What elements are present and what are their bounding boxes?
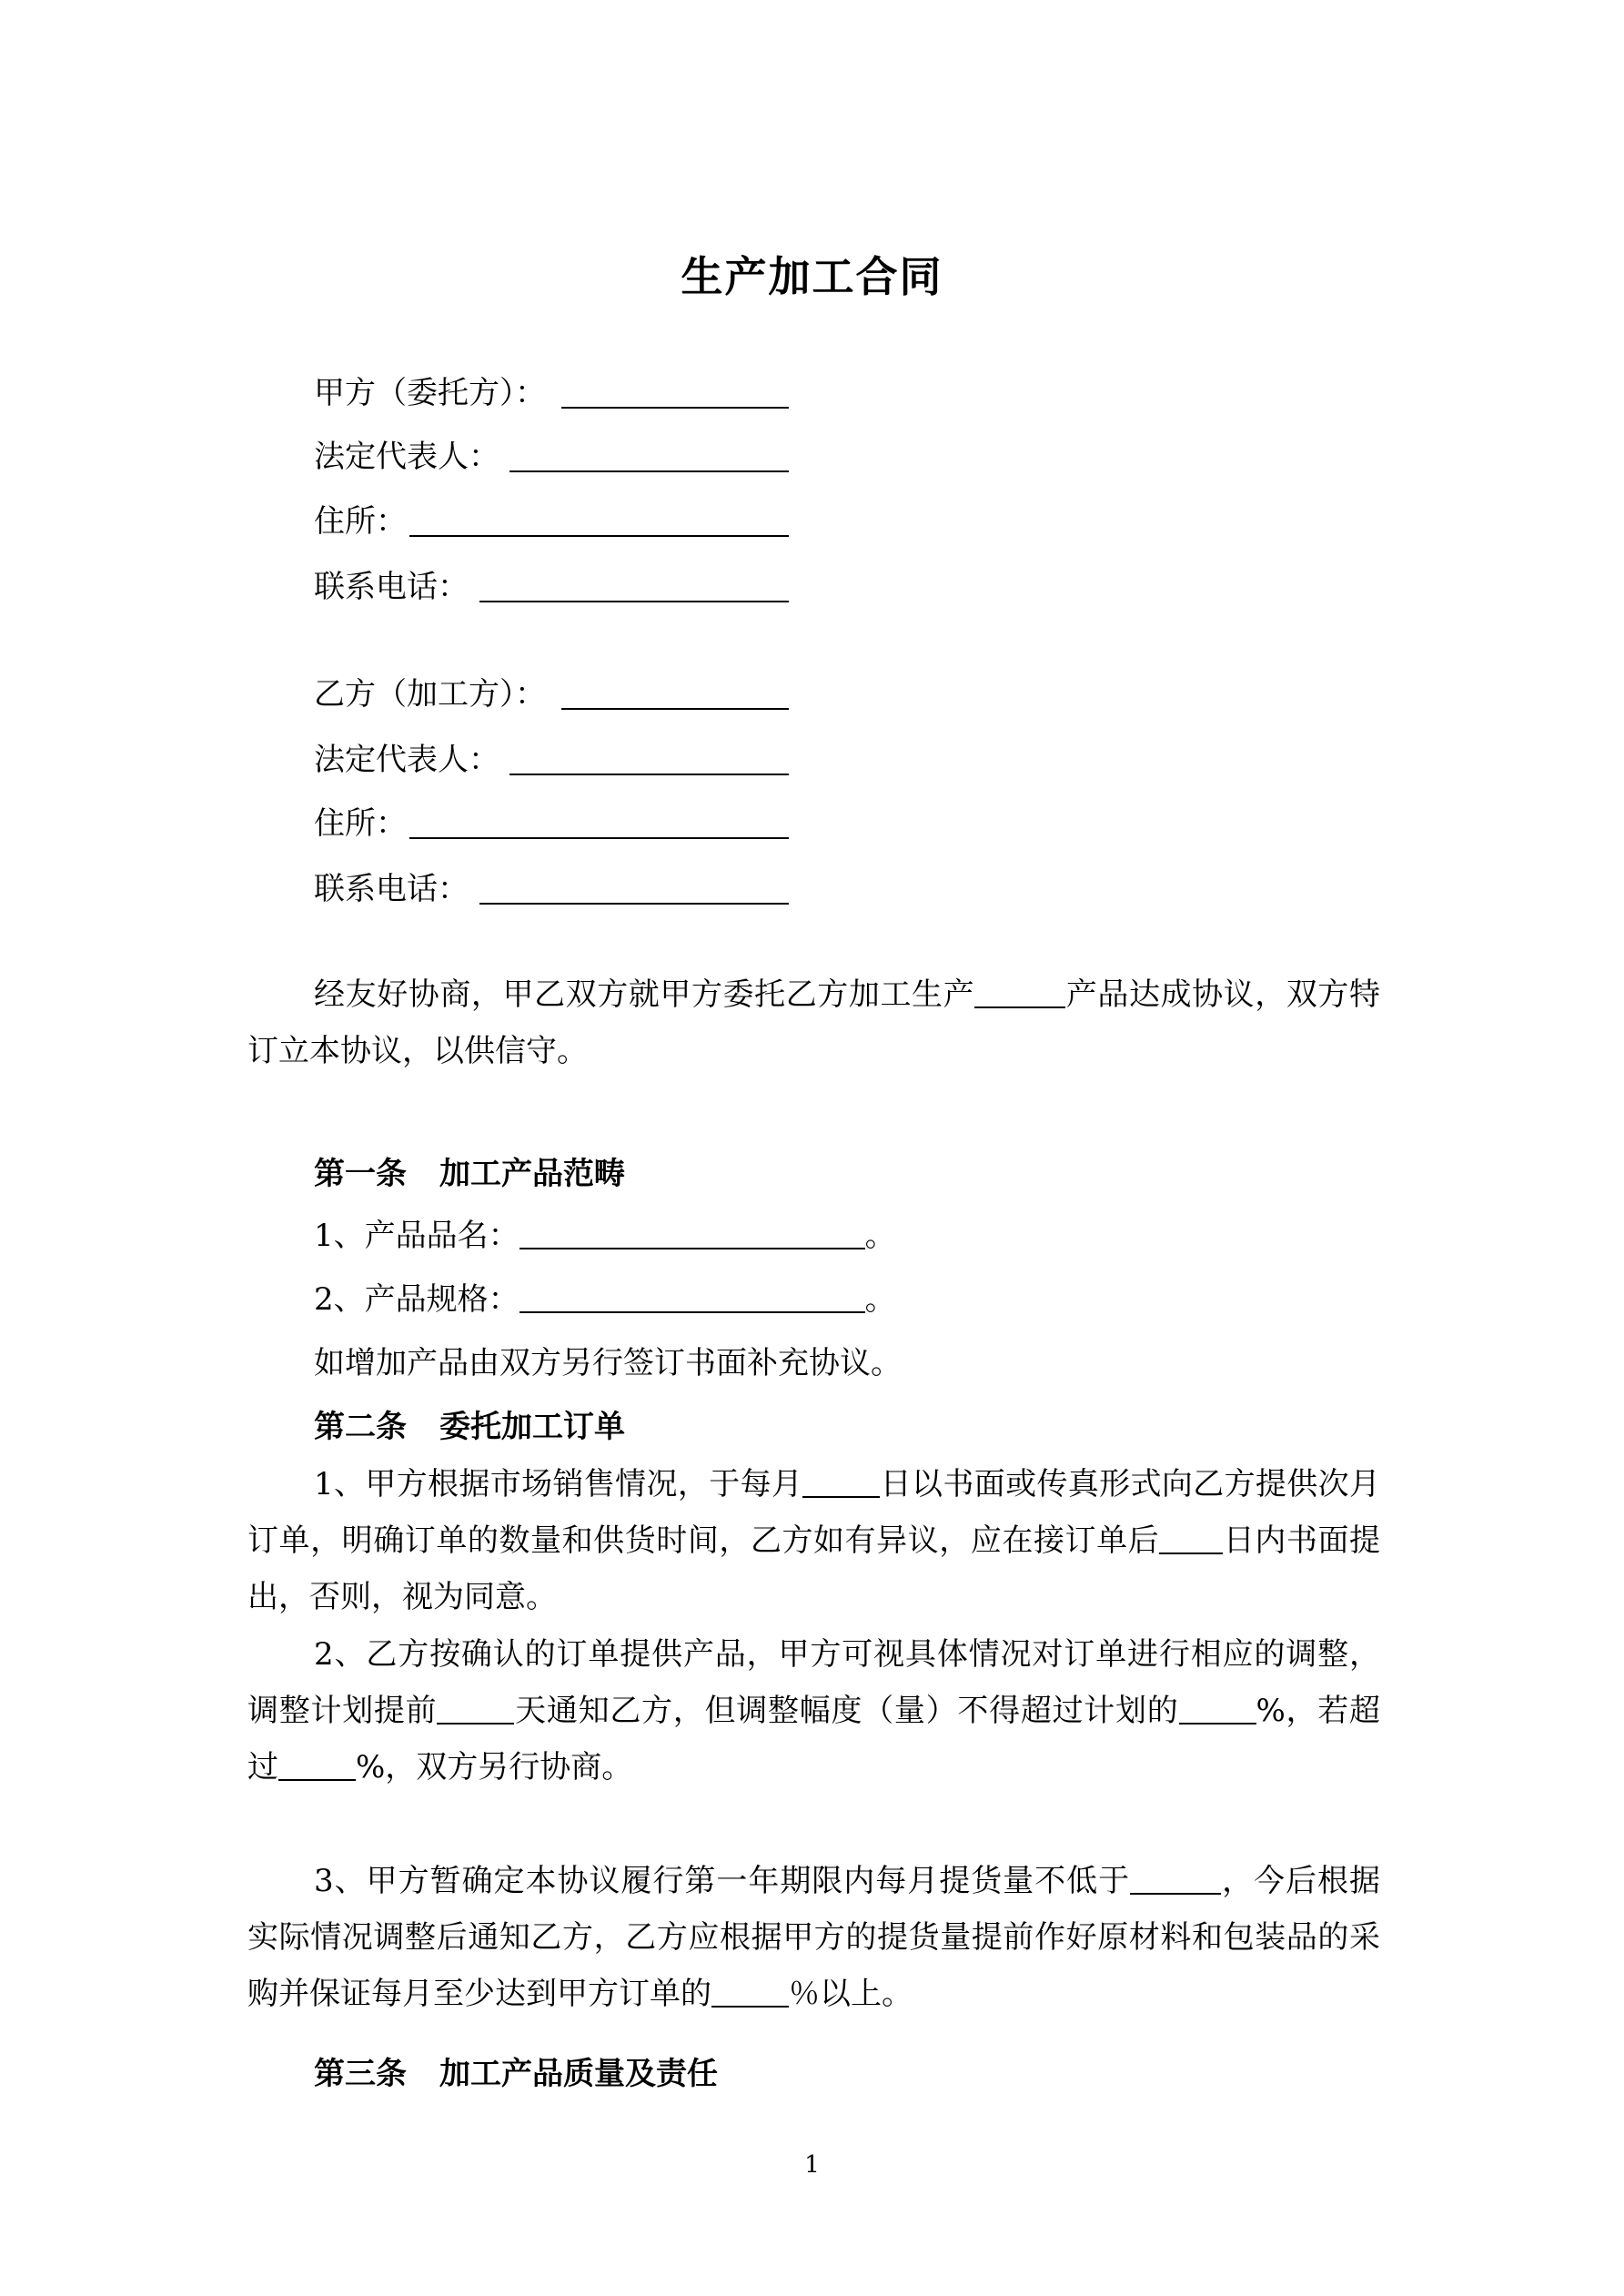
exceed-percent-blank <box>278 1752 356 1781</box>
p1-text-b: 日以书面或传真形式向乙方提供次月订单，明确订单的数量和供货时间，乙方如有异议，应在接订单后 <box>247 1466 1380 1559</box>
p2-text-a: 2、乙方按确认的订单提供产品，甲方可视具体情况对订单进行相应的调整，调整计划提前 <box>247 1636 1380 1729</box>
party-a-name-label: 甲方（委托方）： <box>314 375 546 411</box>
p2-text-b: 天通知乙方，但调整幅度（量）不得超过计划的 <box>514 1693 1179 1729</box>
party-b-rep-blank <box>509 774 789 775</box>
article2-para3 <box>247 1853 1380 2022</box>
article1-item1 <box>314 1210 896 1255</box>
party-a-address-line <box>314 503 407 540</box>
article1-note: 如增加产品由双方另行签订书面补充协议。 <box>314 1345 902 1381</box>
article2-para1 <box>247 1456 1380 1625</box>
objection-days-blank <box>1159 1525 1223 1554</box>
p2-text-d: %，双方另行协商。 <box>356 1749 633 1785</box>
intro-text-2: 产品达成协议，双方特订立本协议，以供信守。 <box>247 976 1381 1069</box>
article1-number: 第一条 <box>314 1156 407 1192</box>
party-a-address-blank <box>409 535 789 537</box>
p3-text-c: ％以上。 <box>789 1976 913 2012</box>
article3-title: 加工产品质量及责任 <box>439 2056 718 2092</box>
p3-text-b: ，今后根据实际情况调整后通知乙方，乙方应根据甲方的提货量提前作好原材料和包装品的采购并保证每月至少达到甲方订单的 <box>247 1863 1380 2012</box>
party-a-phone-blank <box>479 601 789 602</box>
order-day-blank <box>802 1469 880 1498</box>
party-a-phone-line <box>314 569 469 605</box>
party-b-name-label: 乙方（加工方）： <box>314 676 546 713</box>
intro-paragraph <box>247 966 1380 1079</box>
party-b-rep-label: 法定代表人： <box>314 742 499 778</box>
adjust-percent-blank <box>1179 1695 1256 1725</box>
monthly-volume-blank <box>1130 1866 1221 1895</box>
product-blank <box>974 979 1065 1008</box>
item1-label: 1、产品品名： <box>314 1218 519 1254</box>
party-b-phone-blank <box>479 903 789 905</box>
item2-label: 2、产品规格： <box>314 1281 519 1318</box>
page-number: 1 <box>804 2151 820 2179</box>
notice-days-blank <box>437 1695 514 1725</box>
party-b-phone-line <box>314 871 469 907</box>
article2-para2 <box>247 1626 1380 1795</box>
party-b-address-blank <box>409 837 789 839</box>
fulfillment-percent-blank <box>711 1978 789 2008</box>
party-a-name-line <box>314 375 546 411</box>
party-a-rep-label: 法定代表人： <box>314 439 499 475</box>
article3-number: 第三条 <box>314 2056 407 2092</box>
article2-number: 第二条 <box>314 1409 407 1445</box>
page-title: 生产加工合同 <box>681 252 943 301</box>
product-spec-blank <box>519 1284 865 1313</box>
article3-heading <box>314 2048 718 2093</box>
party-a-phone-label: 联系电话： <box>314 569 469 605</box>
article2-title: 委托加工订单 <box>439 1409 625 1445</box>
article1-heading <box>314 1148 625 1193</box>
party-b-address-label: 住所： <box>314 805 407 842</box>
party-a-address-label: 住所： <box>314 503 407 540</box>
p1-text-a: 1、甲方根据市场销售情况，于每月 <box>314 1466 803 1502</box>
party-b-name-line <box>314 676 546 713</box>
item2-end: 。 <box>864 1281 896 1318</box>
product-name-blank <box>519 1220 865 1249</box>
party-b-address-line <box>314 805 407 842</box>
p2-text-c: %，若超过 <box>247 1693 1381 1785</box>
p3-text-a: 3、甲方暂确定本协议履行第一年期限内每月提货量不低于 <box>314 1863 1131 1899</box>
intro-text-1: 经友好协商，甲乙双方就甲方委托乙方加工生产 <box>314 976 975 1013</box>
article1-item2 <box>314 1274 896 1319</box>
party-a-rep-line <box>314 439 499 475</box>
p1-text-c: 日内书面提出，否则，视为同意。 <box>247 1522 1381 1615</box>
party-b-rep-line <box>314 742 499 778</box>
party-a-rep-blank <box>509 470 789 472</box>
party-a-name-blank <box>561 407 789 409</box>
article1-title: 加工产品范畴 <box>439 1156 625 1192</box>
party-b-phone-label: 联系电话： <box>314 871 469 907</box>
party-b-name-blank <box>561 708 789 710</box>
article2-heading <box>314 1401 625 1446</box>
item1-end: 。 <box>864 1218 896 1254</box>
